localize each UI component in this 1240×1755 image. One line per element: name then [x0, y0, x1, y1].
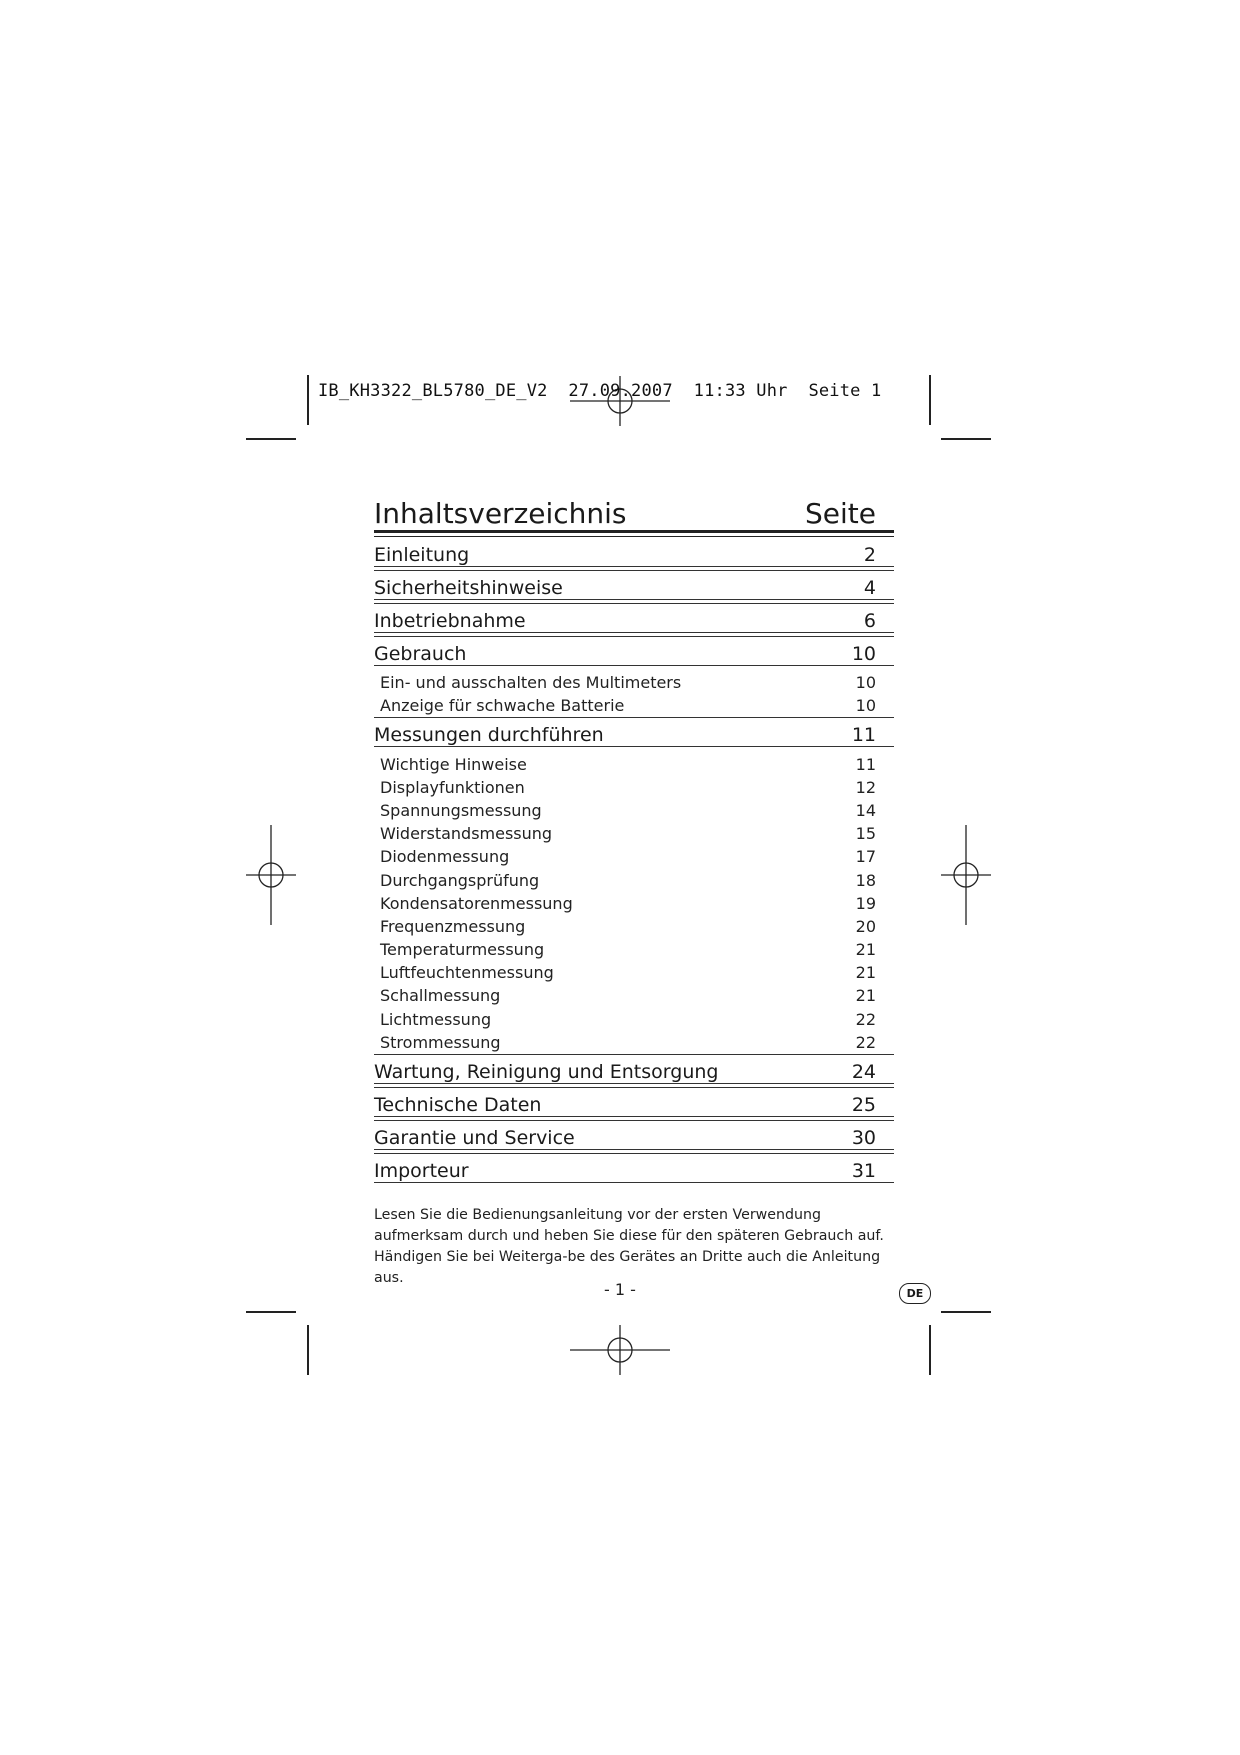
toc-subrow: [374, 843, 894, 866]
toc-row-page: 4: [863, 577, 876, 599]
toc-row: [374, 1154, 894, 1183]
toc-row-page: 21: [855, 963, 876, 983]
toc-subrow: [374, 890, 894, 913]
toc-row-page: 10: [855, 696, 876, 716]
toc-row-label: Technische Daten: [374, 1093, 542, 1116]
toc-row-page: 17: [855, 847, 876, 867]
toc-row-label: Inbetriebnahme: [374, 610, 526, 632]
registration-mark-icon: [941, 825, 991, 925]
toc-row-label: Kondensatorenmessung: [380, 893, 573, 913]
toc-row-page: 31: [851, 1159, 876, 1182]
toc-row-page: 10: [851, 643, 876, 665]
toc-row-page: 2: [863, 544, 876, 566]
toc-row-label: Frequenzmessung: [380, 916, 526, 936]
toc-row-page: 18: [855, 870, 876, 890]
table-of-contents: [374, 486, 894, 1183]
toc-row-label: Sicherheitshinweise: [374, 577, 563, 599]
toc-row-label: Garantie und Service: [374, 1126, 575, 1149]
toc-row: [374, 1088, 894, 1117]
toc-subrow: [374, 936, 894, 959]
toc-row-page: 11: [855, 754, 876, 774]
toc-row-label: Einleitung: [374, 544, 470, 566]
toc-row: [374, 604, 894, 633]
print-slug: IB_KH3322_BL5780_DE_V2 27.09.2007 11:33 Uhr Seite 1: [318, 381, 882, 401]
crop-mark: [246, 1311, 296, 1313]
toc-subsection-group: [374, 747, 894, 1054]
toc-subrow: [374, 797, 894, 820]
toc-row: [374, 571, 894, 600]
crop-mark: [941, 1311, 991, 1313]
page-number: - 1 -: [604, 1280, 636, 1299]
toc-title: Inhaltsverzeichnis: [374, 497, 627, 530]
toc-row-page: 22: [855, 1009, 876, 1029]
crop-mark: [929, 375, 931, 425]
crop-mark: [307, 375, 309, 425]
toc-row-label: Strommessung: [380, 1032, 501, 1052]
toc-row-page: 21: [855, 986, 876, 1006]
toc-row-page: 22: [855, 1032, 876, 1052]
toc-subrow: [374, 774, 894, 797]
toc-row-label: Messungen durchführen: [374, 724, 604, 747]
toc-row-label: Wartung, Reinigung und Entsorgung: [374, 1060, 719, 1083]
toc-subrow: [374, 692, 894, 715]
toc-row-label: Diodenmessung: [380, 847, 510, 867]
crop-mark: [307, 1325, 309, 1375]
toc-row-page: 15: [855, 824, 876, 844]
toc-row-page: 25: [851, 1093, 876, 1116]
toc-row-label: Lichtmessung: [380, 1009, 492, 1029]
toc-row-label: Temperaturmessung: [380, 940, 545, 960]
toc-row-page: 24: [851, 1060, 876, 1083]
toc-row: [374, 1121, 894, 1150]
intro-paragraph: Lesen Sie die Bedienungsanleitung vor der ersten Verwendung aufmerksam durch und heben Sie diese für den späteren Gebrauch auf. Händigen Sie bei Weiterga-be des Gerätes an Dritte auch die Anleitung aus.: [374, 1207, 884, 1287]
toc-row-label: Spannungsmessung: [380, 800, 542, 820]
toc-row: [374, 1055, 894, 1084]
toc-row-page: 11: [851, 724, 876, 747]
toc-row-label: Anzeige für schwache Batterie: [380, 696, 625, 716]
crop-mark: [929, 1325, 931, 1375]
toc-row-page: 10: [855, 673, 876, 693]
toc-row: [374, 718, 894, 747]
toc-row-page: 12: [855, 777, 876, 797]
registration-mark-icon: [246, 825, 296, 925]
toc-subrow: [374, 913, 894, 936]
toc-row-label: Widerstandsmessung: [380, 824, 553, 844]
toc-row: [374, 637, 894, 666]
toc-row-page: 14: [855, 800, 876, 820]
toc-subrow: [374, 1029, 894, 1052]
toc-subrow: [374, 750, 894, 773]
toc-subrow: [374, 669, 894, 692]
toc-row-page: 19: [855, 893, 876, 913]
toc-subrow: [374, 866, 894, 889]
toc-row-page: 21: [855, 940, 876, 960]
toc-subrow: [374, 1005, 894, 1028]
toc-row-page: 6: [863, 610, 876, 632]
toc-subrow: [374, 982, 894, 1005]
toc-row-label: Displayfunktionen: [380, 777, 525, 797]
toc-subrow: [374, 820, 894, 843]
toc-header: [374, 486, 894, 533]
toc-row-page: 30: [851, 1126, 876, 1149]
toc-subsection-group: [374, 666, 894, 718]
crop-mark: [246, 438, 296, 440]
toc-row-label: Gebrauch: [374, 643, 467, 665]
language-badge: DE: [899, 1283, 931, 1304]
registration-mark-icon: [570, 1325, 670, 1375]
toc-row: [374, 538, 894, 567]
toc-row-label: Schallmessung: [380, 986, 501, 1006]
toc-row-label: Ein- und ausschalten des Multimeters: [380, 673, 682, 693]
toc-row-page: 20: [855, 916, 876, 936]
toc-row-label: Luftfeuchtenmessung: [380, 963, 554, 983]
toc-row-label: Wichtige Hinweise: [380, 754, 527, 774]
toc-subrow: [374, 959, 894, 982]
toc-row-label: Durchgangsprüfung: [380, 870, 540, 890]
crop-mark: [941, 438, 991, 440]
toc-page-label: Seite: [805, 497, 876, 530]
toc-row-label: Importeur: [374, 1159, 469, 1182]
